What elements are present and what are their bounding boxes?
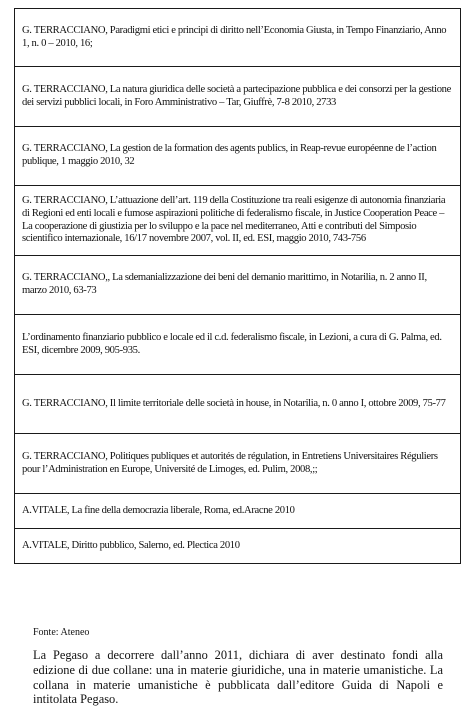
reference-row [15,529,461,564]
reference-cell: G. TERRACCIANO, La gestion de la formation des agents publics, in Reap-revue européenne de l’action publique, 1 maggio 2010, 32 [15,127,461,186]
reference-row [15,494,461,529]
reference-row [15,434,461,494]
references-table [14,8,461,564]
reference-cell: G. TERRACCIANO, L’attuazione dell’art. 119 della Costituzione tra reali esigenze di autonomia finanziaria di Regioni ed enti locali e fumose aspirazioni politiche di federalismo fiscale, in Justice Cooperation Peace – La cooperazione di giustizia per lo sviluppo e la pace nel mediterraneo, Atti e contributi del Simposio scientifico internazionale, 16/17 novembre 2007, vol. II, ed. ESI, maggio 2010, 743-756 [15,186,461,256]
reference-cell: A.VITALE, La fine della democrazia liberale, Roma, ed.Aracne 2010 [15,494,461,529]
reference-row [15,186,461,256]
reference-cell: G. TERRACCIANO, La natura giuridica delle società a partecipazione pubblica e dei consorzi per la gestione dei servizi pubblici locali, in Foro Amministrativo – Tar, Giuffrè, 7-8 2010, 2733 [15,67,461,127]
reference-cell: G. TERRACCIANO,, La sdemanializzazione dei beni del demanio marittimo, in Notarilia, n. 2 anno II, marzo 2010, 63-73 [15,256,461,315]
body-paragraph: La Pegaso a decorrere dall’anno 2011, dichiara di aver destinato fondi alla edizione di due collane: una in materie giuridiche, una in materie umanistiche. La collana in materie umanistiche è pubblicata dall’editore Guida di Napoli e intitolata Pegaso. [33,648,443,707]
reference-row [15,127,461,186]
reference-cell: A.VITALE, Diritto pubblico, Salerno, ed. Plectica 2010 [15,529,461,564]
reference-cell: G. TERRACCIANO, Paradigmi etici e principi di diritto nell’Economia Giusta, in Tempo Finanziario, Anno 1, n. 0 – 2010, 16; [15,9,461,67]
reference-cell: G. TERRACCIANO, Il limite territoriale delle società in house, in Notarilia, n. 0 anno I, ottobre 2009, 75-77 [15,375,461,434]
reference-cell: G. TERRACCIANO, Politiques publiques et autorités de régulation, in Entretiens Universitaires Réguliers pour l’Administration en Europe, Université de Limoges, ed. Pulim, 2008,;; [15,434,461,494]
reference-row [15,375,461,434]
reference-row [15,256,461,315]
source-note: Fonte: Ateneo [33,627,90,638]
reference-row [15,9,461,67]
reference-row [15,67,461,127]
reference-row [15,315,461,375]
reference-cell: L’ordinamento finanziario pubblico e locale ed il c.d. federalismo fiscale, in Lezioni, a cura di G. Palma, ed. ESI, dicembre 2009, 905-935. [15,315,461,375]
